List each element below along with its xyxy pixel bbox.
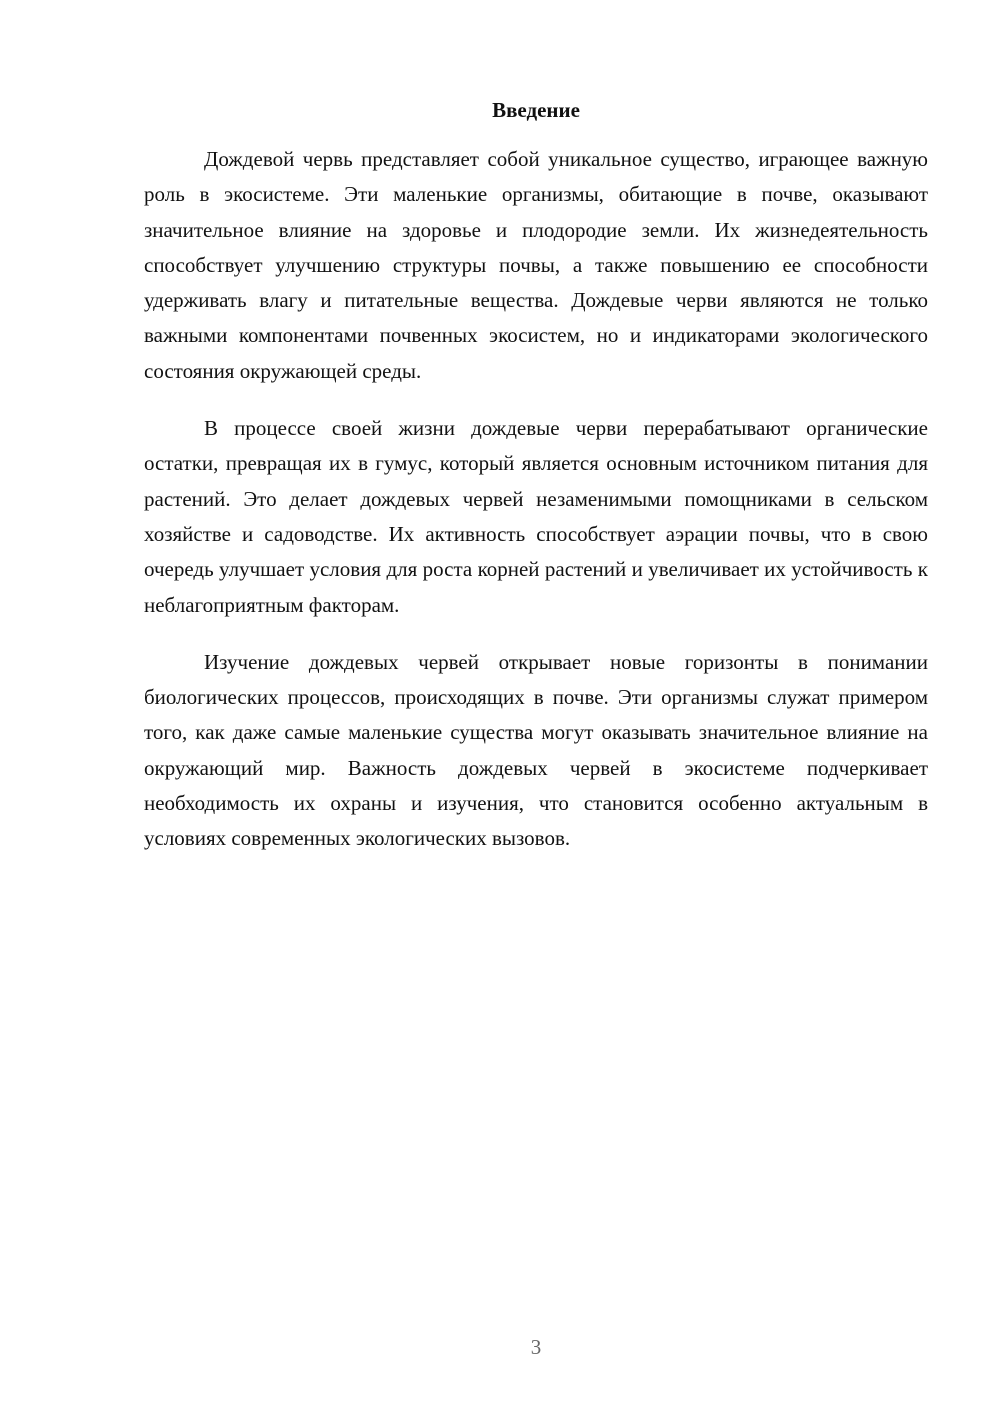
section-heading: Введение — [492, 98, 580, 122]
paragraph-2: В процессе своей жизни дождевые черви перерабатывают органические остатки, превращая их в гумус, который является основным источником питания для растений. Это делает дождевых червей незаменимыми помощниками в сельском хозяйстве и садоводстве. Их активность способствует аэрации почвы, что в свою очередь улучшает условия для роста корней растений и увеличивает их устойчивость к неблагоприятным факторам. — [144, 416, 928, 617]
body-text — [144, 142, 928, 879]
page-number: 3 — [530, 1335, 542, 1359]
paragraph-1: Дождевой червь представляет собой уникальное существо, играющее важную роль в экосистеме. Эти маленькие организмы, обитающие в почве, оказывают значительное влияние на здоровье и плодородие земли. Их жизнедеятельность способствует улучшению структуры почвы, а также повышению ее способности удерживать влагу и питательные вещества. Дождевые черви являются не только важными компонентами почвенных экосистем, но и индикаторами экологического состояния окружающей среды. — [144, 147, 928, 383]
paragraph-3: Изучение дождевых червей открывает новые горизонты в понимании биологических процессов, происходящих в почве. Эти организмы служат примером того, как даже самые маленькие существа могут оказывать значительное влияние на окружающий мир. Важность дождевых червей в экосистеме подчеркивает необходимость их охраны и изучения, что становится особенно актуальным в условиях современных экологических вызовов. — [144, 649, 928, 851]
